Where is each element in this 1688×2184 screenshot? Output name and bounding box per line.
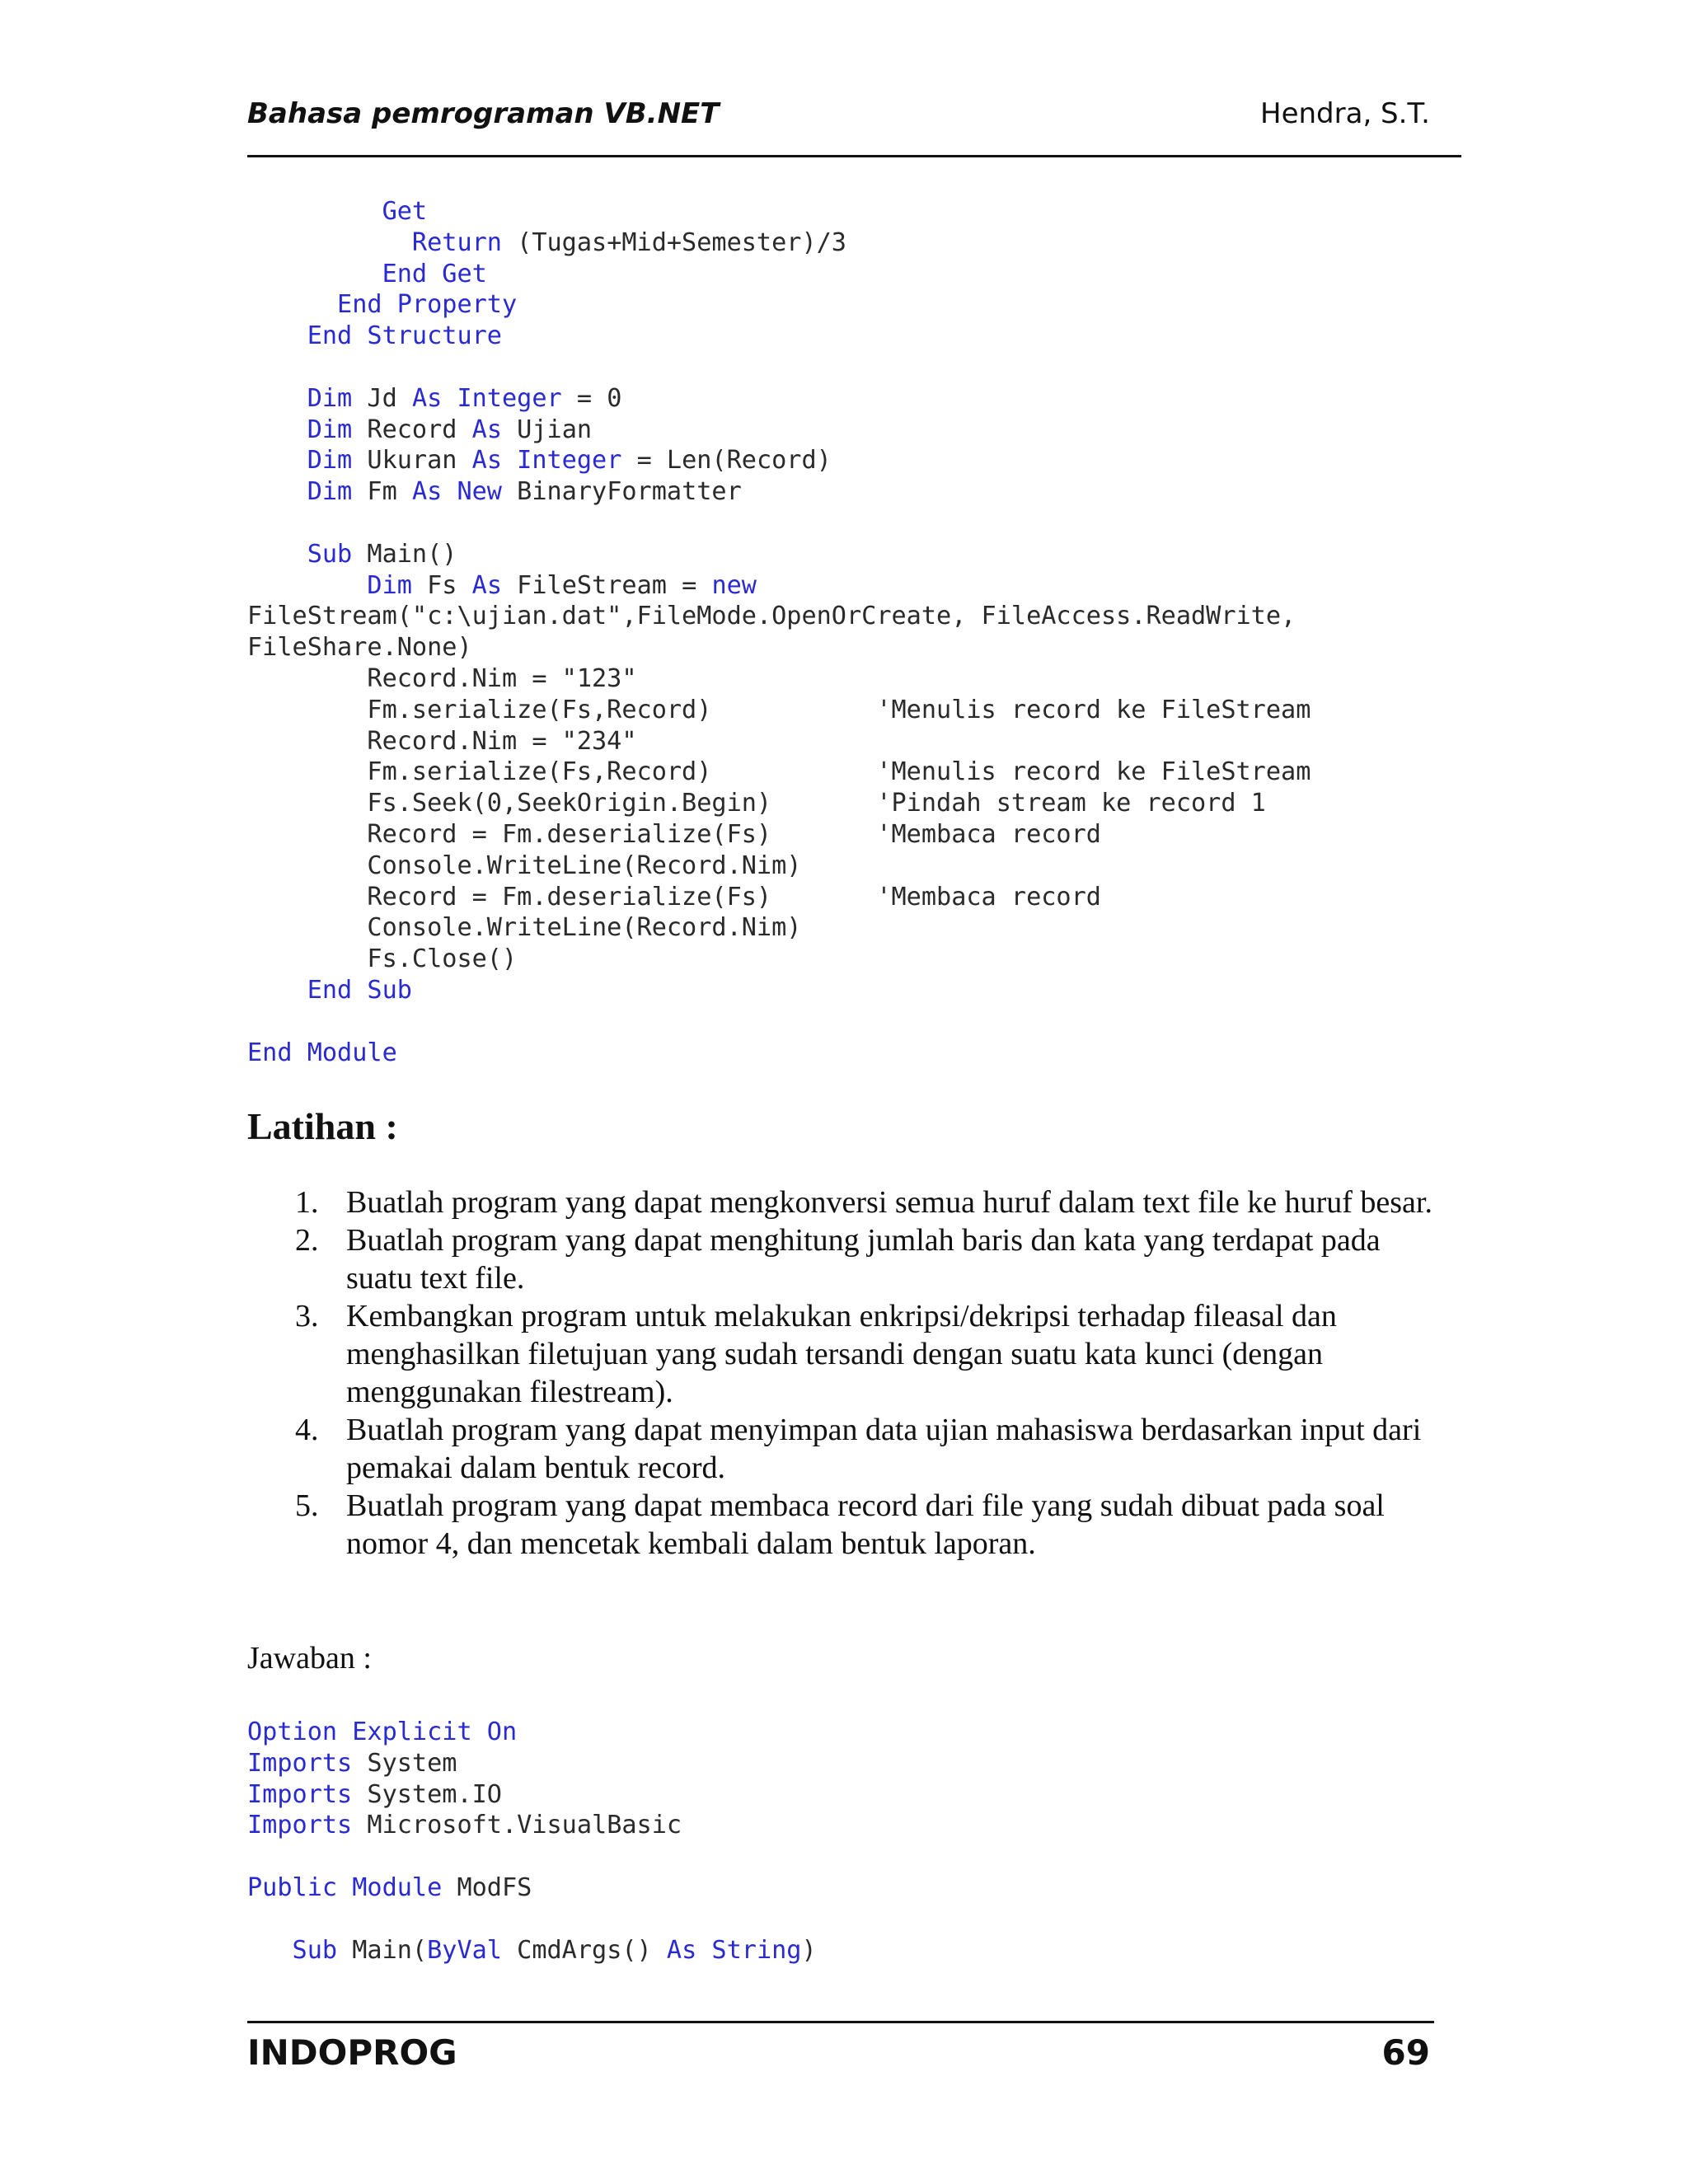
code-line [247,789,1266,818]
exercise-number: 2. [295,1223,319,1258]
code-keyword: Dim [307,477,353,507]
code-line [247,851,801,880]
code-line [247,1038,397,1067]
code-line [247,1936,817,1965]
code-line [247,228,846,257]
code-keyword: As [471,570,502,600]
code-keyword: ByVal [427,1935,502,1965]
exercise-text: Buatlah program yang dapat membaca record dari file yang sudah dibuat pada soal nomor 4, dan mencetak kembali dalam bentuk laporan. [346,1488,1385,1561]
code-line [247,944,517,973]
code-keyword: End Property [337,290,518,320]
code-line [247,321,502,350]
answer-label: Jawaban : [247,1641,372,1675]
code-text: FileShare.None) [247,633,472,663]
code-text: (Tugas+Mid+Semester)/3 [501,227,846,257]
exercise-item [247,1221,1434,1297]
code-line [247,976,412,1005]
code-line [247,883,1101,912]
code-text [247,228,412,257]
code-keyword: As Integer [471,446,622,476]
code-line [247,913,801,942]
code-text [247,976,307,1005]
code-text [247,477,307,506]
code-text [247,571,367,600]
code-keyword: Option Explicit On [247,1718,518,1746]
code-line [247,290,517,319]
code-line [247,197,427,226]
code-line [247,727,637,756]
code-text: = Len(Record) [621,446,832,476]
code-text: Main() [352,539,457,569]
code-text [247,260,382,288]
code-text: CmdArgs() [501,1935,667,1965]
code-line [247,540,457,569]
code-keyword: Public Module [247,1872,443,1902]
exercise-text: Kembangkan program untuk melakukan enkripsi/dekripsi terhadap fileasal dan menghasilkan filetujuan yang sudah tersandi dengan suatu kata kunci (dengan menggunakan filestream). [346,1299,1337,1409]
code-block-2 [247,1717,817,1966]
code-text: = 0 [561,383,622,413]
code-text: Ukuran [352,446,472,476]
code-text: System.IO [352,1779,502,1809]
header-author: Hendra, S.T. [1260,97,1430,130]
header-title: Bahasa pemrograman VB.NET [247,97,720,130]
exercise-number: 5. [295,1488,319,1523]
code-keyword: As String [666,1935,802,1965]
code-keyword: Dim [367,570,412,600]
code-line [247,1873,532,1902]
code-text: Record [352,415,472,444]
code-keyword: Sub [307,539,353,569]
code-keyword: Dim [307,383,353,413]
code-text: Record.Nim = "123" [247,663,637,693]
code-line [247,1749,457,1778]
code-keyword: As Integer [411,383,562,413]
footer-divider [247,2021,1434,2023]
code-keyword: As [471,415,502,444]
code-line [247,1780,502,1809]
code-line [247,571,757,600]
code-keyword: End Sub [307,975,412,1005]
code-text: Fs.Close() [247,944,518,974]
code-text: Microsoft.VisualBasic [352,1811,682,1840]
code-line [247,696,1311,724]
code-keyword: Sub [292,1935,338,1965]
exercise-item [247,1411,1434,1487]
exercise-list [247,1183,1434,1563]
code-text [247,540,307,569]
code-line [247,477,742,506]
code-keyword: Dim [307,446,353,476]
code-line [247,602,1296,630]
code-text: Fs [411,570,472,600]
code-text: Record = Fm.deserialize(Fs) 'Membaca record [247,882,1101,912]
code-text: System [352,1748,457,1778]
exercise-text: Buatlah program yang dapat menghitung jumlah baris dan kata yang terdapat pada suatu text file. [346,1223,1381,1296]
exercise-item [247,1183,1434,1221]
code-text [247,384,307,413]
code-text: Console.WriteLine(Record.Nim) [247,913,802,943]
code-text: FileStream("c:\ujian.dat",FileMode.OpenOrCreate, FileAccess.ReadWrite, [247,602,1296,631]
code-text: Main( [337,1935,428,1965]
header-divider [247,155,1461,157]
exercise-number: 4. [295,1413,319,1447]
code-text [247,321,307,350]
code-text: ) [801,1935,817,1965]
code-line [247,757,1311,786]
code-text [247,446,307,475]
code-text: FileStream = [502,570,712,600]
code-text: Ujian [502,415,593,444]
code-text: BinaryFormatter [501,477,742,507]
code-text: Jd [352,383,412,413]
code-text: Fm [352,477,412,507]
code-line [247,415,592,444]
code-line [247,260,487,288]
exercise-item [247,1487,1434,1563]
code-text [247,1936,293,1965]
footer-brand: INDOPROG [247,2032,457,2073]
exercise-number: 1. [295,1185,319,1220]
section-title: Latihan : [247,1105,398,1147]
code-keyword: Imports [247,1779,353,1809]
code-keyword: Imports [247,1811,353,1840]
code-text: ModFS [442,1872,532,1902]
code-text: Fm.serialize(Fs,Record) 'Menulis record ke FileStream [247,757,1311,787]
code-text: Console.WriteLine(Record.Nim) [247,851,802,880]
code-text [247,197,382,226]
code-keyword: Get [382,197,428,226]
code-keyword: Imports [247,1748,353,1778]
code-line [247,384,621,413]
code-keyword: End Module [247,1038,397,1067]
code-keyword: As New [411,477,502,507]
code-line [247,446,832,475]
code-keyword: Return [411,227,502,257]
code-keyword: new [711,570,757,600]
page-number: 69 [1381,2032,1430,2073]
code-keyword: End Structure [307,321,502,351]
code-text [247,415,307,444]
code-line [247,820,1101,849]
exercise-text: Buatlah program yang dapat menyimpan data ujian mahasiswa berdasarkan input dari pemakai dalam bentuk record. [346,1413,1422,1485]
code-line [247,1718,517,1746]
code-text: Record.Nim = "234" [247,726,637,756]
exercise-item [247,1297,1434,1411]
exercise-number: 3. [295,1299,319,1333]
code-keyword: End Get [382,259,487,288]
code-keyword: Dim [307,415,353,444]
code-text: Fm.serialize(Fs,Record) 'Menulis record ke FileStream [247,695,1311,724]
code-text: Record = Fm.deserialize(Fs) 'Membaca record [247,819,1101,849]
code-line [247,633,472,662]
code-text [247,290,337,319]
code-line [247,1811,682,1840]
code-text: Fs.Seek(0,SeekOrigin.Begin) 'Pindah stream ke record 1 [247,789,1266,818]
code-line [247,664,637,693]
code-block-1 [247,196,1311,1068]
exercise-text: Buatlah program yang dapat mengkonversi semua huruf dalam text file ke huruf besar. [346,1185,1432,1220]
